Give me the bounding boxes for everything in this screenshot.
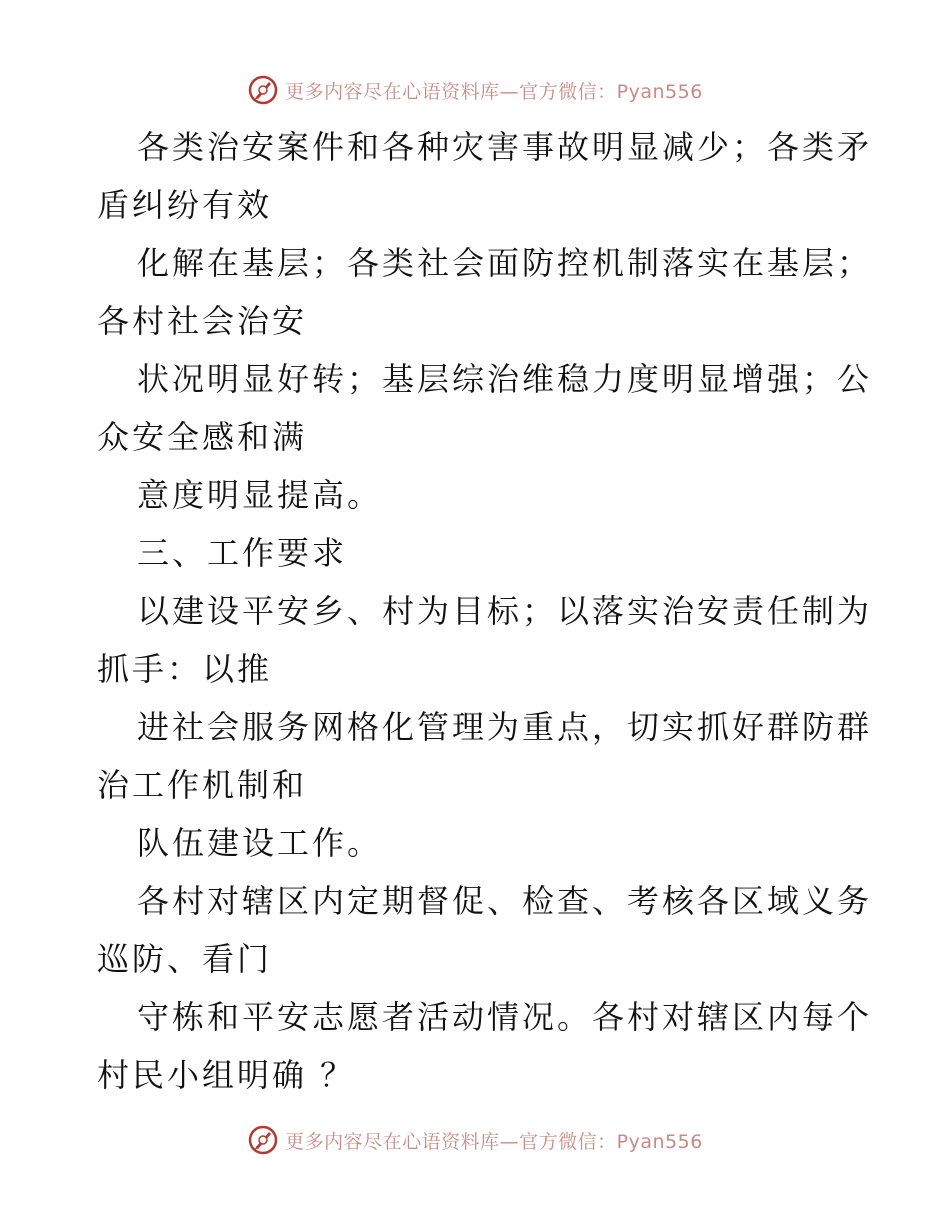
body-line-5: 状况明显好转；基层综治维稳力度明显增强；公 (137, 360, 873, 398)
header-watermark-banner (0, 70, 950, 110)
body-line-3: 化解在基层；各类社会面防控机制落实在基层； (137, 244, 873, 282)
document-body (97, 118, 873, 1104)
feather-pen-logo-icon (247, 74, 279, 106)
feather-pen-logo-icon (247, 1124, 279, 1156)
body-line-15: 巡防、看门 (97, 940, 273, 978)
body-line-14: 各村对辖区内定期督促、检查、考核各区域义务 (137, 882, 873, 920)
footer-watermark-banner (0, 1120, 950, 1160)
body-line-11: 进社会服务网格化管理为重点，切实抓好群防群 (137, 708, 873, 746)
footer-watermark-text: 更多内容尽在心语资料库—官方微信：Pyan556 (285, 1130, 703, 1153)
body-line-2: 盾纠纷有效 (97, 186, 273, 224)
header-watermark-text: 更多内容尽在心语资料库—官方微信：Pyan556 (285, 80, 703, 103)
body-line-12: 治工作机制和 (97, 766, 308, 804)
body-line-6: 众安全感和满 (97, 418, 308, 456)
body-line-7: 意度明显提高。 (137, 476, 383, 514)
body-line-1: 各类治安案件和各种灾害事故明显减少；各类矛 (137, 128, 873, 166)
section-heading: 三、工作要求 (137, 534, 348, 572)
body-line-10: 抓手：以推 (97, 650, 273, 688)
body-line-13: 队伍建设工作。 (137, 824, 383, 862)
body-line-17: 村民小组明确 ？ (97, 1056, 356, 1094)
body-line-16: 守栋和平安志愿者活动情况。各村对辖区内每个 (137, 998, 873, 1036)
body-line-4: 各村社会治安 (97, 302, 308, 340)
body-line-9: 以建设平安乡、村为目标；以落实治安责任制为 (137, 592, 873, 630)
